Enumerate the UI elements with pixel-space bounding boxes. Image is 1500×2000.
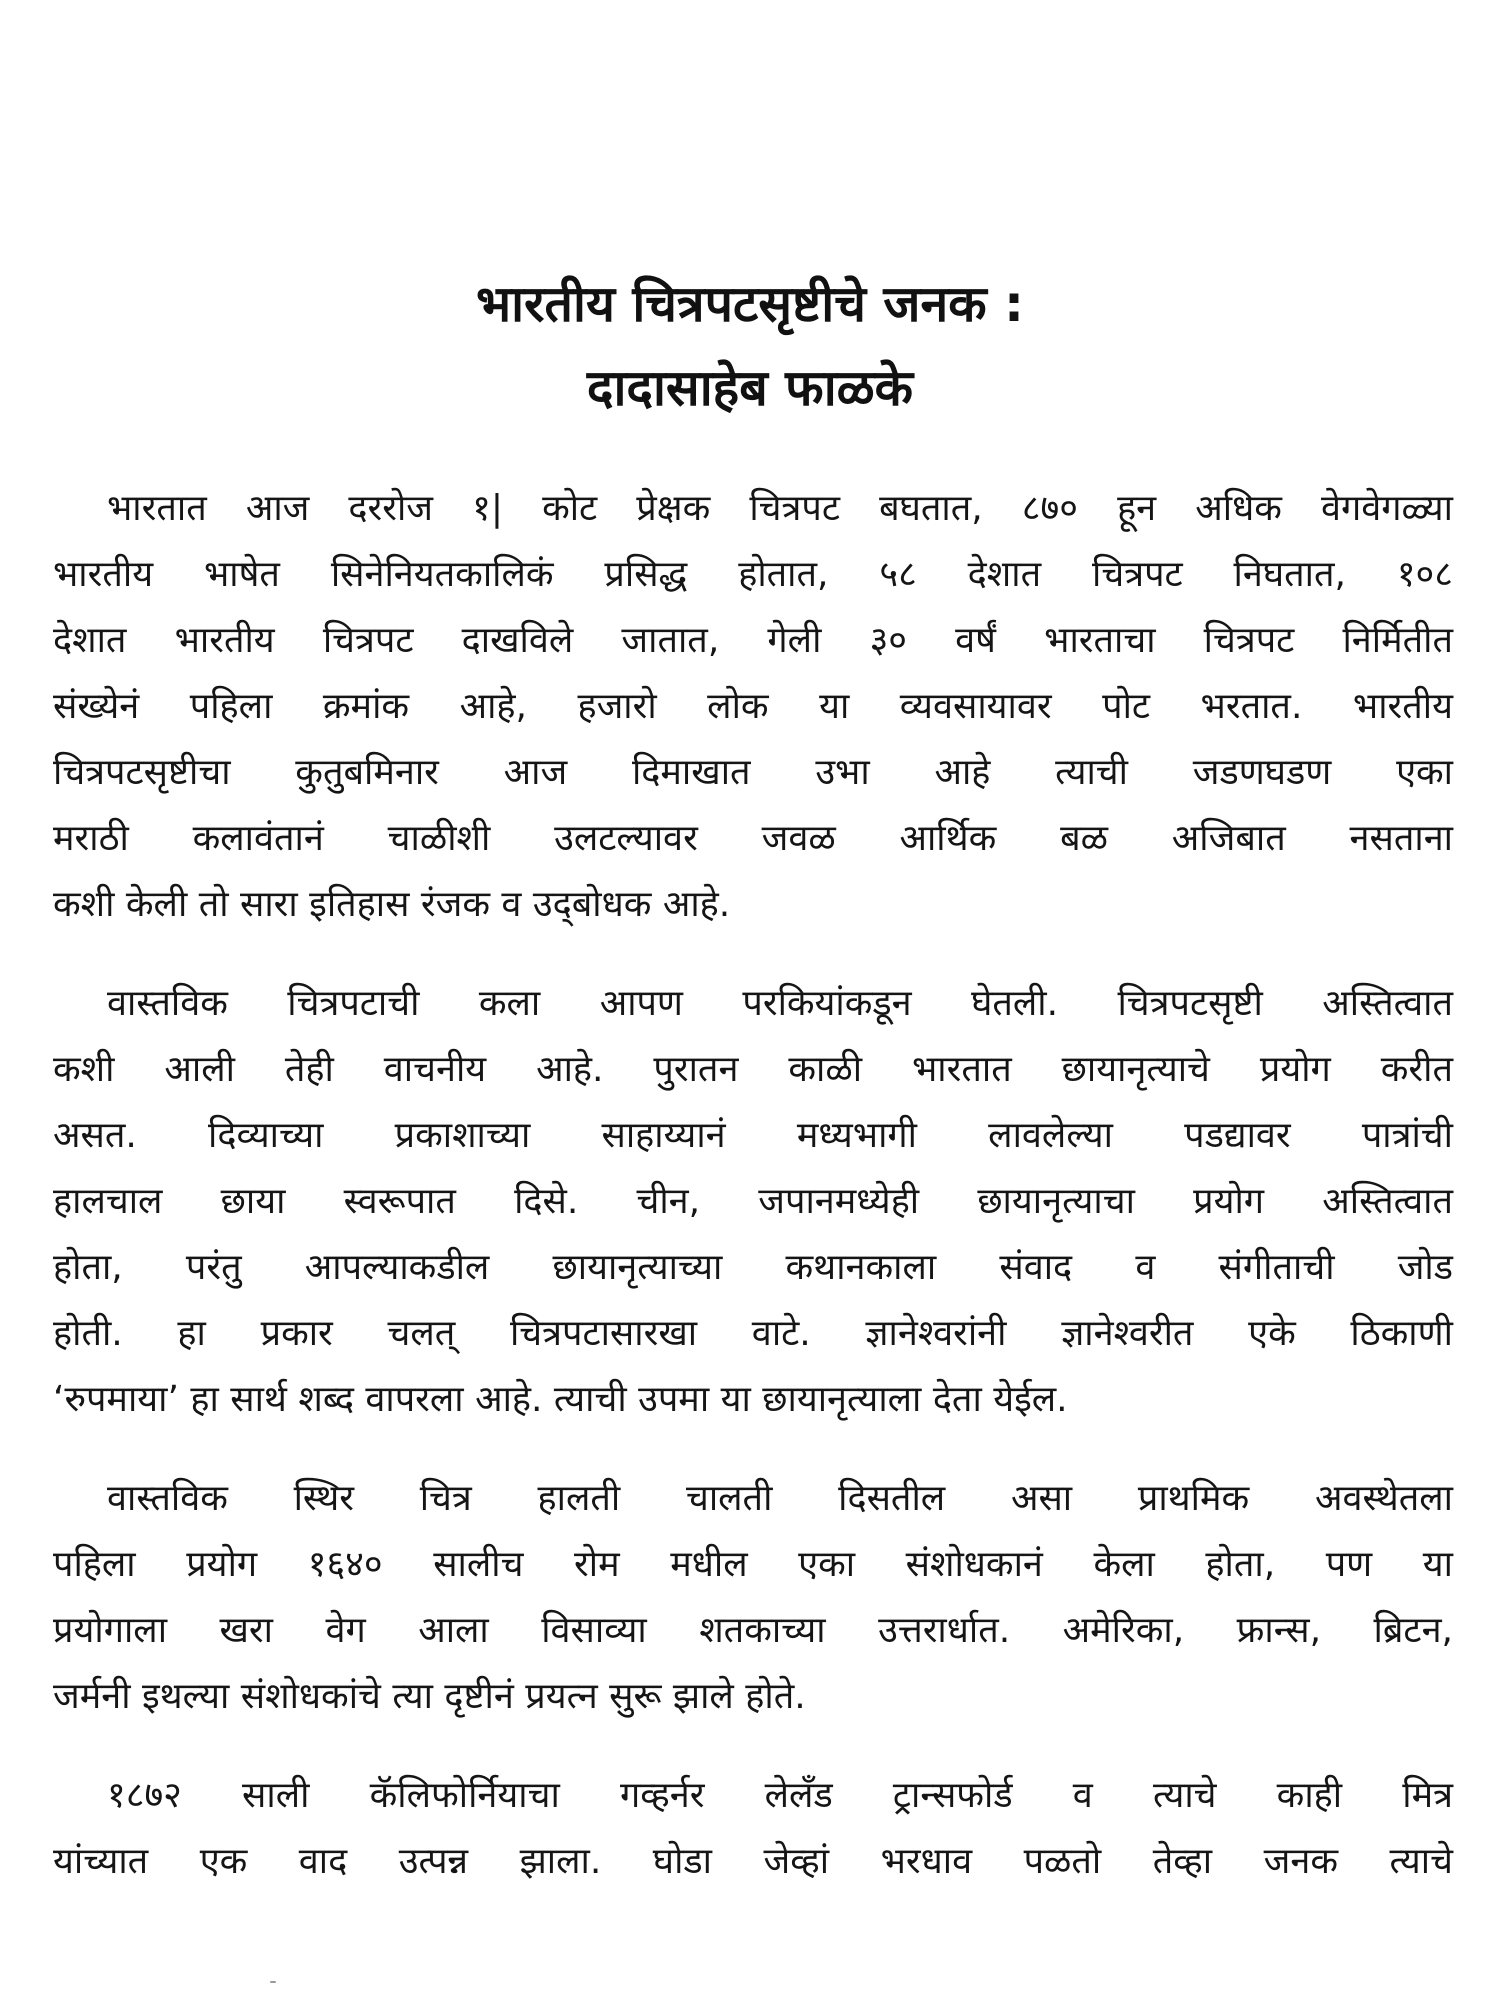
text-line: चित्रपटसृष्टीचा कुतुबमिनार आज दिमाखात उभा आहे त्याची जडणघडण एका bbox=[53, 752, 1453, 793]
text-line: वास्तविक स्थिर चित्र हालती चालती दिसतील असा प्राथमिक अवस्थेतला bbox=[107, 1478, 1453, 1519]
scan-speck bbox=[270, 1981, 276, 1983]
text-line: वास्तविक चित्रपटाची कला आपण परकियांकडून घेतली. चित्रपटसृष्टी अस्तित्वात bbox=[107, 983, 1453, 1024]
text-line: कशी केली तो सारा इतिहास रंजक व उद्‌बोधक आहे. bbox=[53, 884, 731, 925]
text-line: मराठी कलावंतानं चाळीशी उलटल्यावर जवळ आर्थिक बळ अजिबात नसताना bbox=[53, 818, 1453, 859]
text-line: कशी आली तेही वाचनीय आहे. पुरातन काळी भारतात छायानृत्याचे प्रयोग करीत bbox=[53, 1049, 1453, 1090]
text-line: असत. दिव्याच्या प्रकाशाच्या साहाय्यानं मध्यभागी लावलेल्या पडद्यावर पात्रांची bbox=[53, 1115, 1453, 1156]
chapter-title bbox=[0, 262, 1500, 430]
text-line: संख्येनं पहिला क्रमांक आहे, हजारो लोक या व्यवसायावर पोट भरतात. भारतीय bbox=[53, 686, 1453, 727]
text-line: प्रयोगाला खरा वेग आला विसाव्या शतकाच्या उत्तरार्धात. अमेरिका, फ्रान्स, ब्रिटन, bbox=[53, 1610, 1453, 1651]
text-line: भारतात आज दररोज १| कोट प्रेक्षक चित्रपट बघतात, ८७० हून अधिक वेगवेगळ्या bbox=[107, 488, 1453, 529]
text-line: होता, परंतु आपल्याकडील छायानृत्याच्या कथानकाला संवाद व संगीताची जोड bbox=[53, 1247, 1453, 1288]
paragraph-3 bbox=[53, 1466, 1453, 1730]
text-line: भारतीय भाषेत सिनेनियतकालिकं प्रसिद्ध होतात, ५८ देशात चित्रपट निघतात, १०८ bbox=[53, 554, 1453, 595]
text-line: होती. हा प्रकार चलत्‌ चित्रपटासारखा वाटे. ज्ञानेश्वरांनी ज्ञानेश्वरीत एके ठिकाणी bbox=[53, 1313, 1453, 1354]
paragraph-2 bbox=[53, 971, 1453, 1433]
paragraph-1 bbox=[53, 476, 1453, 938]
text-line: पहिला प्रयोग १६४० सालीच रोम मधील एका संशोधकानं केला होता, पण या bbox=[53, 1544, 1453, 1585]
paragraph-4 bbox=[53, 1763, 1453, 1895]
text-line: जर्मनी इथल्या संशोधकांचे त्या दृष्टीनं प्रयत्न सुरू झाले होते. bbox=[53, 1676, 806, 1717]
body-text bbox=[53, 476, 1453, 1928]
chapter-title-line-2: दादासाहेब फाळके bbox=[586, 359, 914, 417]
text-line: देशात भारतीय चित्रपट दाखविले जातात, गेली ३० वर्षं भारताचा चित्रपट निर्मितीत bbox=[53, 620, 1453, 661]
text-line: ‘रुपमाया’ हा सार्थ शब्द वापरला आहे. त्याची उपमा या छायानृत्याला देता येईल. bbox=[53, 1379, 1068, 1420]
text-line: यांच्यात एक वाद उत्पन्न झाला. घोडा जेव्हां भरधाव पळतो तेव्हा जनक त्याचे bbox=[53, 1841, 1453, 1882]
text-line: १८७२ साली कॅलिफोर्नियाचा गव्हर्नर लेलँड ट्रान्सफोर्ड व त्याचे काही मित्र bbox=[107, 1775, 1453, 1816]
chapter-title-line-1: भारतीय चित्रपटसृष्टीचे जनक : bbox=[475, 275, 1025, 333]
text-line: हालचाल छाया स्वरूपात दिसे. चीन, जपानमध्येही छायानृत्याचा प्रयोग अस्तित्वात bbox=[53, 1181, 1453, 1222]
